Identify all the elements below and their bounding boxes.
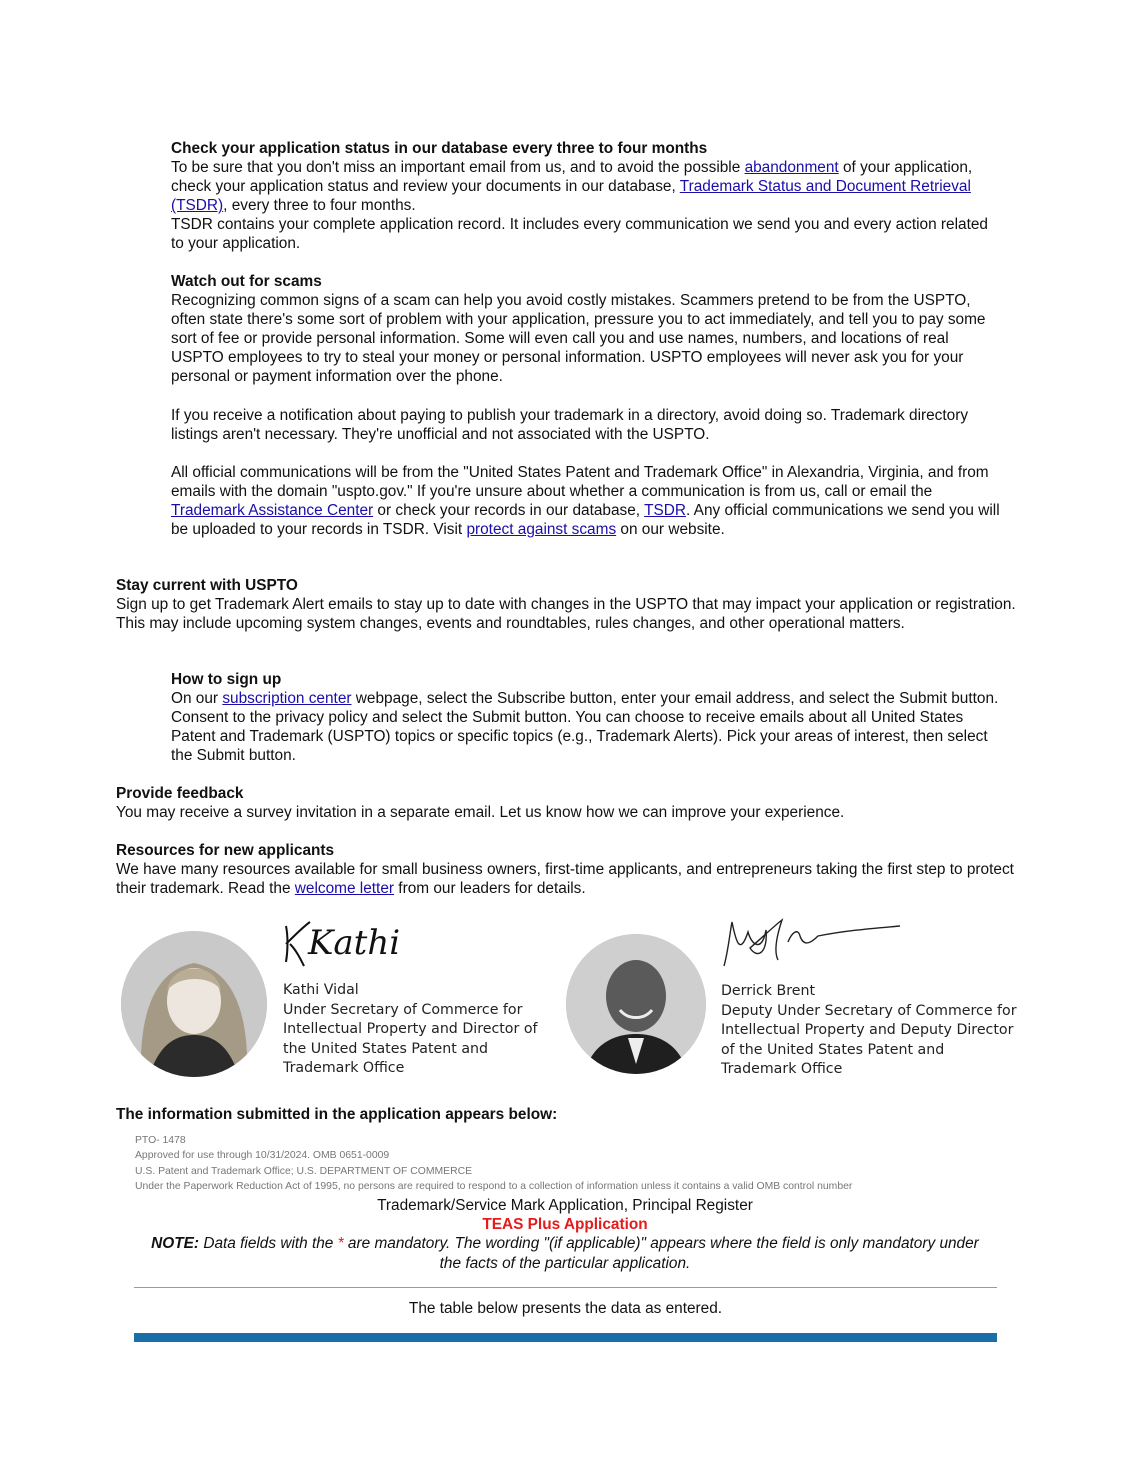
feedback-paragraph: You may receive a survey invitation in a separate email. Let us know how we can improve your experience.: [116, 804, 845, 822]
required-star: *: [337, 1235, 344, 1252]
form-meta: [135, 1133, 1035, 1194]
check-status-heading: Check your application status in our database every three to four months: [171, 140, 708, 157]
kathi-vidal-photo: [121, 931, 267, 1077]
tsdr-description: TSDR contains your complete application record. It includes every communication we send you and every action related to your application.: [171, 216, 988, 253]
kathi-title-line-1: Under Secretary of Commerce for: [283, 1001, 523, 1018]
stay-current-heading: Stay current with USPTO: [116, 577, 298, 594]
sign-up-heading: How to sign up: [171, 671, 282, 688]
feedback-section: [116, 784, 1021, 822]
welcome-letter-link[interactable]: welcome letter: [294, 880, 395, 898]
derrick-brent-photo: [566, 934, 706, 1074]
form-paperwork-notice: Under the Paperwork Reduction Act of 1995, no persons are required to respond to a collection of information unless it contains a valid OMB control number: [135, 1180, 853, 1192]
check-status-paragraph: To be sure that you don't miss an important email from us, and to avoid the possible abandonment of your application, check your application status and review your documents in our database, Trademark Status and Document Retrieval (TSDR), every three to four months.: [171, 159, 973, 215]
derrick-title-line-2: Intellectual Property and Deputy Director: [721, 1022, 1014, 1038]
stay-current-paragraph: Sign up to get Trademark Alert emails to stay up to date with changes in the USPTO that may impact your application or registration. This may include upcoming system changes, events and roundtables, rules changes, and other operational matters.: [116, 596, 1016, 633]
resources-paragraph: We have many resources available for small business owners, first-time applicants, and entrepreneurs taking the first step to protect their trademark. Read the welcome letter from our leaders for details.: [116, 861, 1014, 898]
form-subtitle: TEAS Plus Application: [482, 1216, 648, 1233]
feedback-heading: Provide feedback: [116, 785, 244, 802]
abandonment-link[interactable]: abandonment: [744, 159, 839, 177]
derrick-caption: [721, 982, 1017, 1080]
form-intro: The information submitted in the application appears below:: [116, 1106, 558, 1123]
note-label: NOTE:: [151, 1235, 200, 1252]
kathi-name: Kathi Vidal: [283, 982, 359, 998]
form-approved: Approved for use through 10/31/2024. OMB 0651-0009: [135, 1150, 390, 1162]
check-status-section: [171, 139, 1001, 254]
resources-section: [116, 841, 1021, 898]
portrait-image: [121, 931, 267, 1077]
kathi-title-line-4: Trademark Office: [283, 1060, 405, 1076]
kathi-title-line-2: Intellectual Property and Director of: [283, 1021, 538, 1037]
form-note: NOTE: Data fields with the * are mandatory. The wording "(if applicable)" appears where the field is only mandatory under the facts of the particular application.: [151, 1235, 979, 1272]
derrick-name: Derrick Brent: [721, 983, 816, 999]
scams-paragraph-2: If you receive a notification about paying to publish your trademark in a directory, avoid doing so. Trademark directory listings aren't necessary. They're unofficial and not associated with the USPTO.: [171, 406, 969, 443]
derrick-signature: [718, 912, 908, 977]
kathi-signature: [282, 914, 402, 979]
derrick-title-line-1: Deputy Under Secretary of Commerce for: [721, 1002, 1017, 1019]
tsdr-link[interactable]: TSDR: [644, 501, 686, 519]
stay-current-section: [116, 576, 1021, 633]
scams-paragraph-3: All official communications will be from the "United States Patent and Trademark Office" in Alexandria, Virginia, and from emails with the domain "uspto.gov." If you're unsure about whether a communication is from us, call or email the Trademark Assistance Center or check your records in our database, TSDR. Any official communications we send you will be uploaded to your records in TSDR. Visit protect against scams on our website.: [171, 463, 1000, 539]
resources-heading: Resources for new applicants: [116, 842, 335, 859]
accent-bar: [134, 1333, 997, 1342]
kathi-title-line-3: the United States Patent and: [283, 1040, 489, 1057]
scams-paragraph-1: Recognizing common signs of a scam can help you avoid costly mistakes. Scammers pretend to be from the USPTO, often state there's some sort of problem with your application, pressure you to act immediately, and tell you to pay some sort of fee or provide personal information. Some will even call you and use names, numbers, and locations of real USPTO employees to try to steal your money or personal information. USPTO employees will never ask you for your personal or payment information over the phone.: [171, 292, 986, 386]
form-id: PTO- 1478: [135, 1135, 186, 1146]
scams-heading: Watch out for scams: [171, 273, 322, 290]
form-title: Trademark/Service Mark Application, Principal Register: [377, 1197, 753, 1214]
protect-against-scams-link[interactable]: protect against scams: [466, 521, 617, 539]
sign-up-section: [171, 670, 1001, 765]
scams-section: [171, 272, 1001, 539]
form-agency: U.S. Patent and Trademark Office; U.S. DEPARTMENT OF COMMERCE: [135, 1165, 473, 1177]
kathi-caption: [283, 981, 538, 1079]
divider: [134, 1287, 997, 1288]
subscription-center-link[interactable]: subscription center: [222, 690, 352, 708]
derrick-title-line-4: Trademark Office: [721, 1061, 843, 1077]
table-caption: The table below presents the data as entered.: [408, 1300, 723, 1317]
tsdr-full-link[interactable]: Trademark Status and Document Retrieval (TSDR): [171, 178, 971, 215]
sign-up-paragraph: On our subscription center webpage, select the Subscribe button, enter your email address, and select the Submit button. Consent to the privacy policy and select the Submit button. You can choose to receive emails about all United States Patent and Trademark (USPTO) topics or specific topics (e.g., Trademark Alerts). Pick your areas of interest, then select the Submit button.: [171, 690, 999, 765]
derrick-title-line-3: of the United States Patent and: [721, 1041, 945, 1058]
trademark-assistance-center-link[interactable]: Trademark Assistance Center: [171, 501, 374, 519]
portrait-image: [566, 934, 706, 1074]
kathi-signature-text: Kathi: [308, 923, 401, 963]
